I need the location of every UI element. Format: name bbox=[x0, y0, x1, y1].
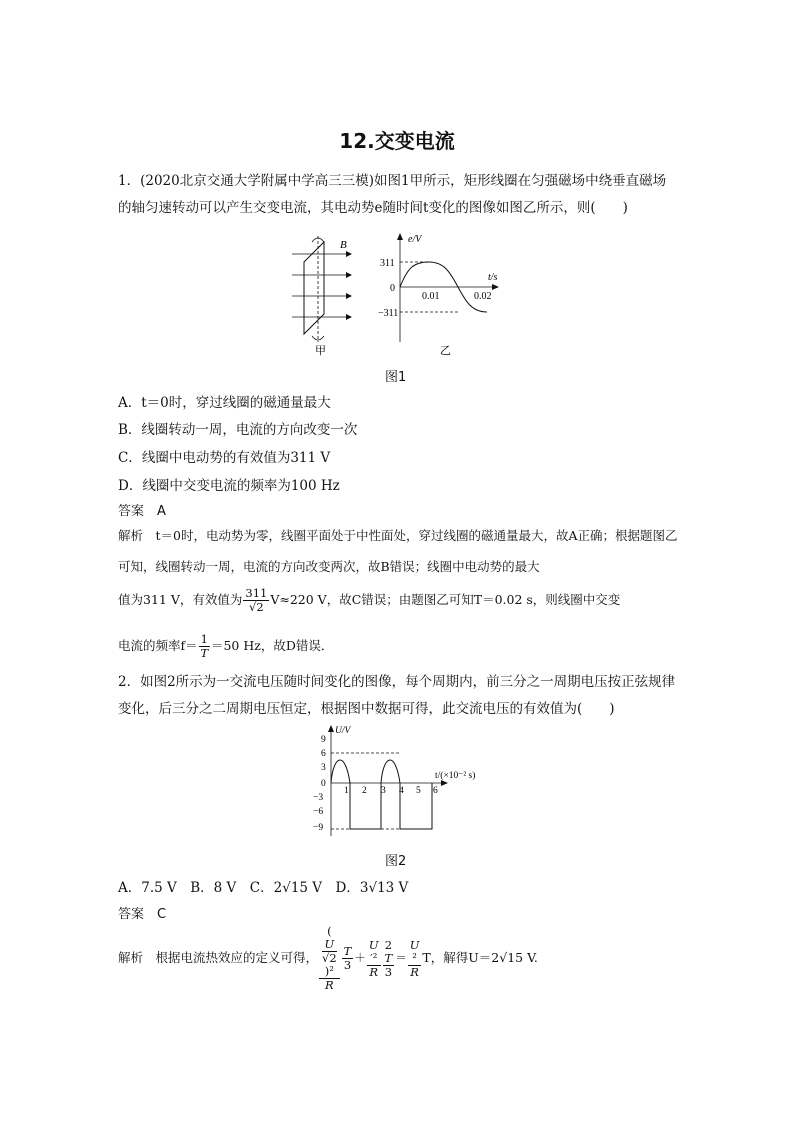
fraction-1-over-t: $\frac{1}{T}$ bbox=[200, 632, 209, 660]
q2-options: A．7.5 V B．8 V C．2√15 V D．3√13 V bbox=[118, 880, 409, 896]
figure-1-t1: 0.01 bbox=[422, 291, 440, 302]
fig2-xtick-3: 3 bbox=[381, 786, 386, 796]
q1-option-a: A．t＝0时，穿过线圈的磁通量最大 bbox=[118, 395, 331, 411]
fig2-ytick-m6: −6 bbox=[313, 807, 324, 817]
fig2-ytick-9: 9 bbox=[321, 735, 326, 745]
question-2-stem: 2．如图2所示为一交流电压随时间变化的图像，每个周期内，前三分之一周期电压按正弦规律变化，后三分之二周期电压恒定，根据图中数据可得，此交流电压的有效值为( ) bbox=[118, 674, 676, 717]
fig2-xtick-4: 4 bbox=[399, 786, 404, 796]
figure-1-yi bbox=[378, 232, 503, 357]
page-title: 12.交变电流 bbox=[339, 129, 455, 153]
q2-formula: ( U √2 )² R $\frac{T}{3}$ ＋ U ′² R 2 T 3 ＝ U ² R bbox=[318, 925, 422, 992]
q1-analysis-line-3: 电流的频率f＝ $\frac{1}{T}$ ＝50 Hz，故D错误． bbox=[118, 632, 334, 660]
fig2-ylabel: U/V bbox=[335, 726, 351, 736]
fig2-xtick-2: 2 bbox=[362, 786, 367, 796]
fig2-ytick-0: 0 bbox=[321, 779, 326, 789]
q2-answer: 答案 C bbox=[118, 907, 167, 922]
q1-analysis-line-2: 值为311 V，有效值为 $\frac{311}{√2}$ V≈220 V，故C错误；由题图乙可知T＝0.02 s，则线圈中交变 bbox=[118, 586, 621, 614]
fig2-xlabel: t/(×10⁻² s) bbox=[435, 771, 476, 781]
q1-answer: 答案 A bbox=[118, 504, 166, 519]
figure-1-zero: 0 bbox=[390, 283, 395, 294]
q1-option-b: B．线圈转动一周，电流的方向改变一次 bbox=[118, 422, 358, 438]
figure-2-caption: 图2 bbox=[385, 854, 407, 869]
fig2-ytick-m9: −9 bbox=[313, 823, 324, 833]
fraction-311-sqrt2: $\frac{311}{√2}$ bbox=[245, 586, 268, 614]
figure-1-t2: 0.02 bbox=[474, 291, 492, 302]
q1-option-d: D．线圈中交变电流的频率为100 Hz bbox=[118, 478, 340, 494]
q2-analysis: 解析 根据电流热效应的定义可得， ( U √2 )² R $\frac{T}{3}$ ＋ U ′² R 2 T 3 ＝ U ² R T，解得U＝2√15 V. bbox=[118, 924, 538, 992]
fig2-ytick-3: 3 bbox=[321, 763, 326, 773]
figure-1-ymax: 311 bbox=[380, 258, 395, 269]
figure-1-jia-label: 甲 bbox=[315, 345, 326, 357]
figure-1-jia bbox=[282, 232, 357, 357]
figure-2-chart bbox=[305, 724, 490, 839]
field-label-b: B bbox=[340, 239, 347, 251]
fig2-xtick-1: 1 bbox=[344, 786, 349, 796]
figure-1-yi-label: 乙 bbox=[440, 345, 451, 357]
fig2-xtick-6: 6 bbox=[433, 786, 438, 796]
figure-1-xlabel: t/s bbox=[488, 272, 498, 283]
fig2-ytick-6: 6 bbox=[321, 749, 326, 759]
question-1-stem: 1．(2020北京交通大学附属中学高三三模)如图1甲所示，矩形线圈在匀强磁场中绕垂直磁场的轴匀速转动可以产生交变电流，其电动势e随时间t变化的图像如图乙所示，则( ) bbox=[118, 173, 667, 216]
q1-analysis-line-1: 解析 t＝0时，电动势为零，线圈平面处于中性面处，穿过线圈的磁通量最大，故A正确；根据题图乙可知，线圈转动一周，电流的方向改变两次，故B错误；线圈中电动势的最大 bbox=[118, 528, 678, 574]
fig2-xtick-5: 5 bbox=[416, 786, 421, 796]
figure-1-ylabel: e/V bbox=[408, 234, 422, 245]
figure-1-caption: 图1 bbox=[385, 370, 407, 385]
q1-option-c: C．线圈中电动势的有效值为311 V bbox=[118, 450, 331, 466]
fig2-ytick-m3: −3 bbox=[313, 793, 324, 803]
figure-1-ymin: −311 bbox=[378, 308, 399, 319]
